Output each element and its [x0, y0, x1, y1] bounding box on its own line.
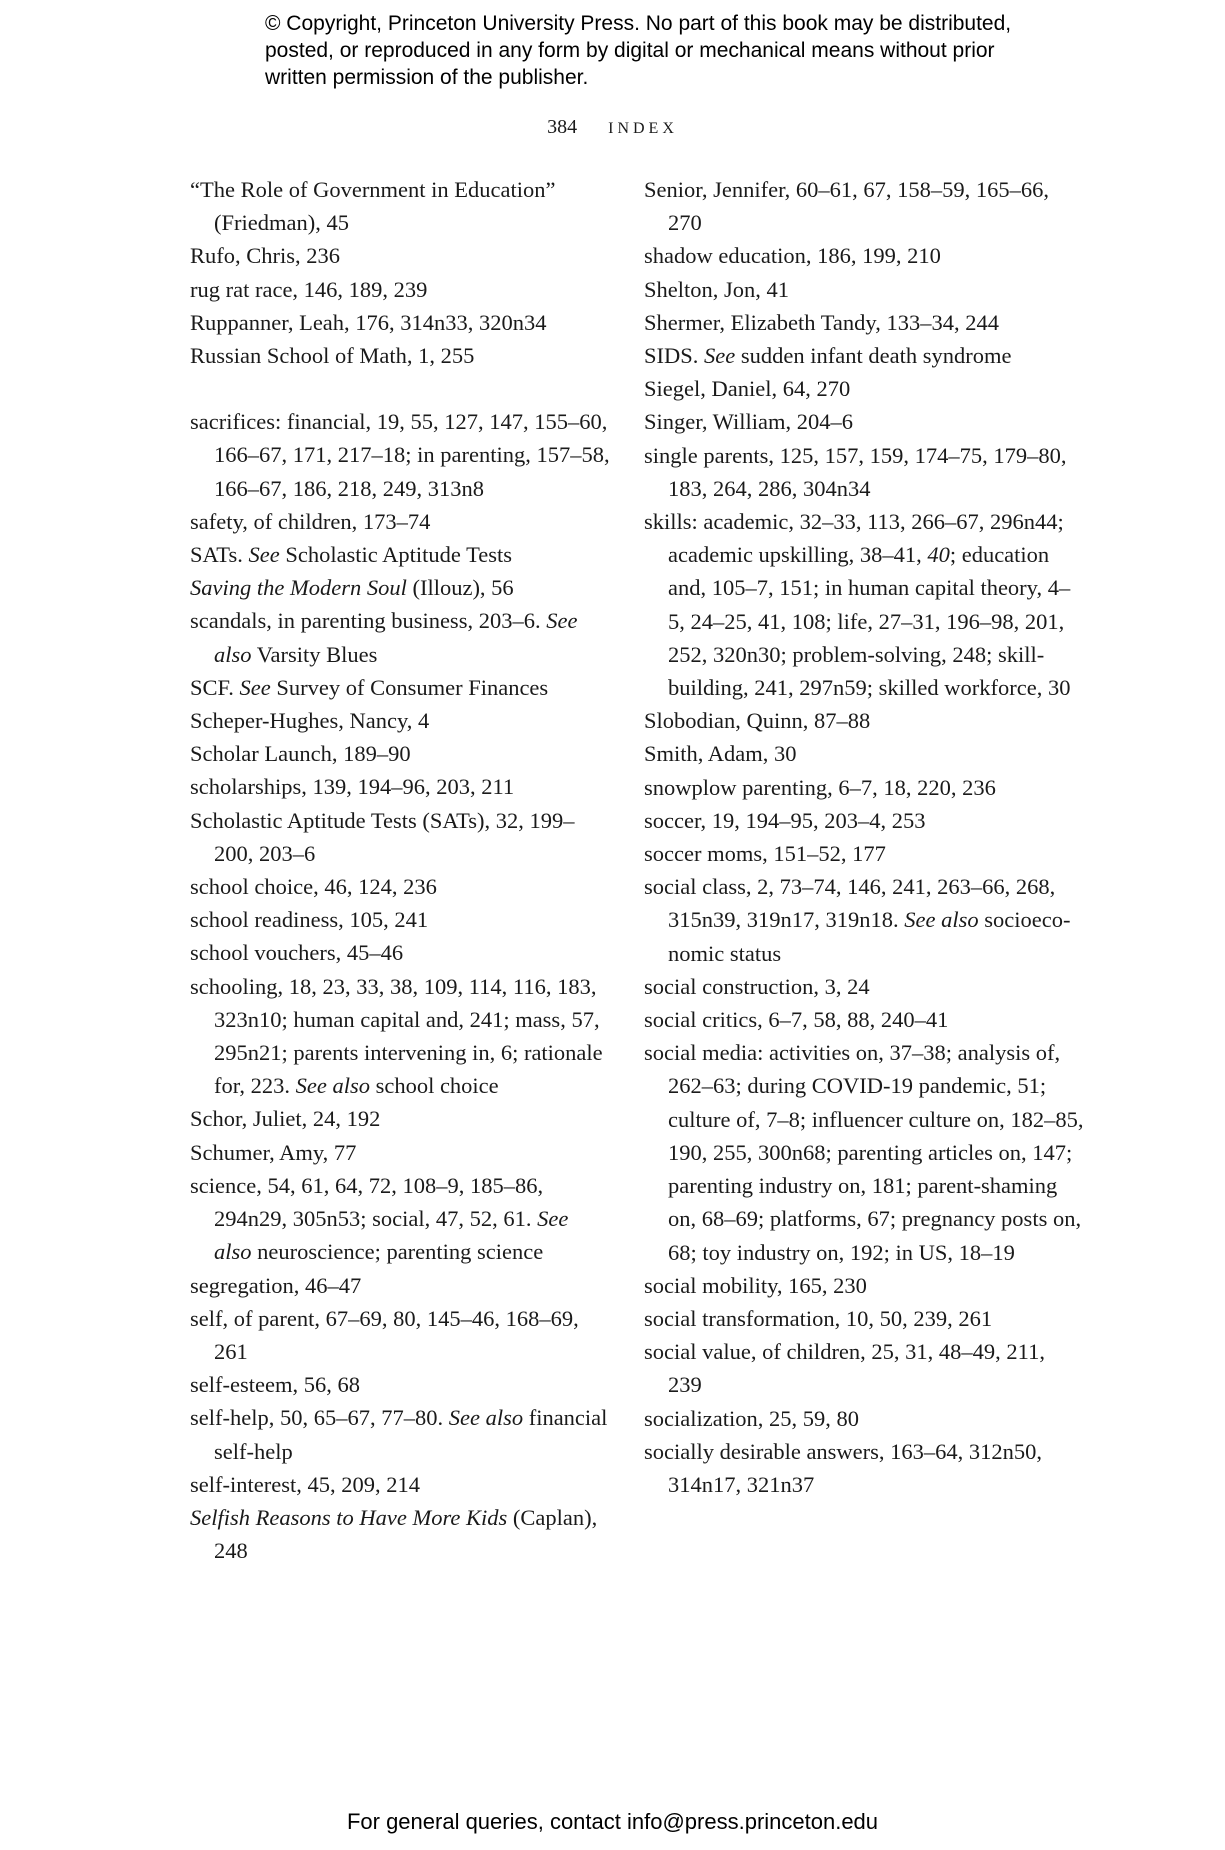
- index-entry-text: social value, of children, 25, 31, 48–49, 211, 239: [644, 1339, 1045, 1398]
- index-entry-text: Schumer, Amy, 77: [190, 1139, 357, 1165]
- index-entry: [644, 306, 1084, 339]
- index-entry-text: socialization, 25, 59, 80: [644, 1405, 859, 1431]
- index-entry-text: self, of parent, 67–69, 80, 145–46, 168–69, 261: [190, 1305, 579, 1364]
- index-entry: [190, 671, 610, 704]
- index-entry-text: school vouchers, 45–46: [190, 940, 404, 966]
- index-entry: [190, 1136, 610, 1169]
- index-entry-text: self-interest, 45, 209, 214: [190, 1471, 420, 1497]
- index-entry-text: snowplow parenting, 6–7, 18, 220, 236: [644, 774, 996, 800]
- index-entry-text: social transformation, 10, 50, 239, 261: [644, 1305, 993, 1331]
- index-entry: [644, 1036, 1084, 1268]
- page-number: 384: [547, 116, 578, 138]
- index-entry-text: Siegel, Daniel, 64, 270: [644, 376, 851, 402]
- index-entry-text: self-esteem, 56, 68: [190, 1372, 360, 1398]
- index-entry-text: Shelton, Jon, 41: [644, 276, 790, 302]
- index-entry-text: school choice: [369, 1073, 499, 1099]
- index-entry: [644, 439, 1084, 505]
- index-entry: [644, 505, 1084, 704]
- index-entry-text: Saving the Modern Soul: [190, 575, 407, 601]
- index-entry-text: See: [248, 542, 280, 568]
- index-entry: [644, 771, 1084, 804]
- index-entry: [190, 903, 610, 936]
- index-entry-text: social critics, 6–7, 58, 88, 240–41: [644, 1007, 949, 1033]
- index-entry: [190, 737, 610, 770]
- index-entry: [190, 1368, 610, 1401]
- index-entry: [190, 173, 610, 239]
- index-entry-text: single parents, 125, 157, 159, 174–75, 179–80, 183, 264, 286, 304n34: [644, 442, 1067, 501]
- index-entry-text: neuroscience; parenting science: [251, 1239, 544, 1265]
- index-entry: [190, 405, 610, 505]
- index-entry: [644, 273, 1084, 306]
- index-entry-text: Varsity Blues: [251, 641, 378, 667]
- index-entry: [644, 339, 1084, 372]
- index-entry-text: Ruppanner, Leah, 176, 314n33, 320n34: [190, 309, 547, 335]
- index-entry-text: Schor, Juliet, 24, 192: [190, 1106, 381, 1132]
- index-entry-text: Shermer, Elizabeth Tandy, 133–34, 244: [644, 309, 999, 335]
- index-entry: [190, 804, 610, 870]
- index-entry: [190, 1302, 610, 1368]
- index-entry: [644, 1269, 1084, 1302]
- index-entry-text: (Caplan), 248: [214, 1504, 598, 1564]
- index-entry-text: soccer, 19, 194–95, 203–4, 253: [644, 807, 926, 833]
- index-entry-text: See also: [214, 1206, 569, 1265]
- index-entry: [644, 1402, 1084, 1435]
- index-entry: [190, 1401, 610, 1467]
- index-entry: [644, 405, 1084, 438]
- index-entry-text: (Illouz), 56: [406, 575, 514, 601]
- index-entry: [190, 604, 610, 670]
- index-entry-text: scholarships, 139, 194–96, 203, 211: [190, 774, 515, 800]
- index-entry-text: safety, of children, 173–74: [190, 508, 431, 534]
- index-entry-text: school readiness, 105, 241: [190, 907, 429, 933]
- index-entry: [190, 1501, 610, 1567]
- index-entry-text: Singer, William, 204–6: [644, 409, 854, 435]
- index-entry-text: soccer moms, 151–52, 177: [644, 841, 886, 867]
- index-entry: [190, 306, 610, 339]
- index-entry-text: segregation, 46–47: [190, 1272, 362, 1298]
- index-entry: [644, 804, 1084, 837]
- index-entry-text: Survey of Consumer Finances: [270, 674, 549, 700]
- index-entry-text: “The Role of Government in Education” (Friedman), 45: [190, 177, 556, 236]
- index-entry: [644, 372, 1084, 405]
- index-entry: [644, 870, 1084, 970]
- index-entry-text: See: [704, 343, 736, 369]
- index-entry-text: Slobodian, Quinn, 87–88: [644, 708, 871, 734]
- index-entry: [190, 936, 610, 969]
- index-entry-text: social class, 2, 73–74, 146, 241, 263–66, 268, 315n39, 319n17, 319n18.: [644, 874, 1056, 933]
- index-entry-text: self-help, 50, 65–67, 77–80.: [190, 1405, 449, 1431]
- index-entry: [644, 1003, 1084, 1036]
- index-entry-text: Selfish Reasons to Have More Kids: [190, 1504, 508, 1530]
- index-entry-text: Scholastic Aptitude Tests: [279, 542, 513, 568]
- index-entry-text: socioeconomic status: [668, 907, 1071, 966]
- index-entry-text: Scholastic Aptitude Tests (SATs), 32, 199–200, 203–6: [190, 807, 575, 866]
- index-entry: [190, 1269, 610, 1302]
- index-entry-text: Scholar Launch, 189–90: [190, 741, 411, 767]
- index-entry-text: SIDS.: [644, 343, 705, 369]
- index-entry-text: social mobility, 165, 230: [644, 1272, 867, 1298]
- index-entry-text: school choice, 46, 124, 236: [190, 874, 437, 900]
- index-entry: [190, 1169, 610, 1269]
- index-entry-text: SCF.: [190, 674, 240, 700]
- index-entry-text: social media: activities on, 37–38; analysis of, 262–63; during COVID-19 pandemic, 51; culture of, 7–8; influencer culture on, 182–85, 190, 255, 300n68; parenting articles on, 147; parenting industry on, 181; parent-shaming on, 68–69; platforms, 67; pregnancy posts on, 68; toy industry on, 192; in US, 18–19: [644, 1040, 1084, 1265]
- index-entry: [644, 704, 1084, 737]
- footer-contact: For general queries, contact info@press.princeton.edu: [346, 1809, 879, 1834]
- index-entry: [644, 1435, 1084, 1501]
- index-entry-text: See also: [214, 608, 578, 667]
- index-entry: [190, 538, 610, 571]
- index-entry: [190, 870, 610, 903]
- index-entry-text: See also: [295, 1073, 370, 1099]
- index-entry-text: rug rat race, 146, 189, 239: [190, 276, 428, 302]
- index-entry-text: Russian School of Math, 1, 255: [190, 343, 475, 369]
- index-entry-text: sacrifices: financial, 19, 55, 127, 147, 155–60, 166–67, 171, 217–18; in parenting, 157–58, 166–67, 186, 218, 249, 313n8: [190, 409, 610, 501]
- index-entry: [190, 970, 610, 1103]
- index-entry: [190, 505, 610, 538]
- index-entry: [644, 837, 1084, 870]
- index-entry-text: financial self-help: [214, 1405, 608, 1464]
- index-entry-text: See also: [448, 1405, 524, 1431]
- index-entry: [644, 1335, 1084, 1401]
- index-entry-text: sudden infant death syndrome: [735, 343, 1012, 369]
- index-entry-text: skills: academic, 32–33, 113, 266–67, 296n44; academic upskilling, 38–41,: [644, 509, 1064, 568]
- section-title: INDEX: [608, 120, 678, 137]
- index-entry-text: See: [239, 674, 271, 700]
- index-entry: [190, 571, 610, 604]
- index-entry: [190, 770, 610, 803]
- index-entry: [190, 704, 610, 737]
- index-entry-text: science, 54, 61, 64, 72, 108–9, 185–86, 294n29, 305n53; social, 47, 52, 61.: [190, 1172, 544, 1232]
- index-entry-text: Scheper-Hughes, Nancy, 4: [190, 708, 430, 734]
- index-entry: [644, 970, 1084, 1003]
- copyright-notice: © Copyright, Princeton University Press. No part of this book may be distributed, posted, or reproduced in any form by digital or mechanical means without prior written permission of the publisher.: [265, 12, 1012, 89]
- index-entry: [190, 273, 610, 306]
- index-entry-text: Rufo, Chris, 236: [190, 243, 341, 269]
- index-column-right: [644, 173, 1084, 1501]
- index-entry: [644, 173, 1084, 239]
- index-entry-text: Smith, Adam, 30: [644, 741, 797, 767]
- index-entry: [644, 1302, 1084, 1335]
- index-entry: [644, 737, 1084, 770]
- index-entry-text: Senior, Jennifer, 60–61, 67, 158–59, 165–66, 270: [644, 177, 1050, 236]
- index-entry: [190, 1468, 610, 1501]
- index-column-left: [190, 173, 610, 1567]
- index-entry: [190, 1102, 610, 1135]
- index-entry-text: socially desirable answers, 163–64, 312n50, 314n17, 321n37: [644, 1438, 1043, 1497]
- index-entry: [190, 339, 610, 372]
- index-entry-text: schooling, 18, 23, 33, 38, 109, 114, 116, 183, 323n10; human capital and, 241; mass, 57, 295n21; parents intervening in, 6; rationale for, 223.: [190, 973, 603, 1099]
- index-entry-text: social construction, 3, 24: [644, 973, 870, 999]
- index-entry-text: scandals, in parenting business, 203–6.: [190, 608, 547, 634]
- index-entry-text: See also: [904, 907, 979, 933]
- index-entry: [644, 239, 1084, 272]
- index-entry-text: ; education and, 105–7, 151; in human capital theory, 4–5, 24–25, 41, 108; life, 27–31, 196–98, 201, 252, 320n30; problem-solving, 248; skill-building, 241, 297n59; skilled workforce, 30: [668, 542, 1071, 701]
- index-entry-text: SATs.: [190, 542, 249, 568]
- index-entry-text: shadow education, 186, 199, 210: [644, 243, 941, 269]
- index-entry: [190, 239, 610, 272]
- running-head: [0, 113, 1225, 143]
- index-entry-text: 40: [927, 542, 950, 568]
